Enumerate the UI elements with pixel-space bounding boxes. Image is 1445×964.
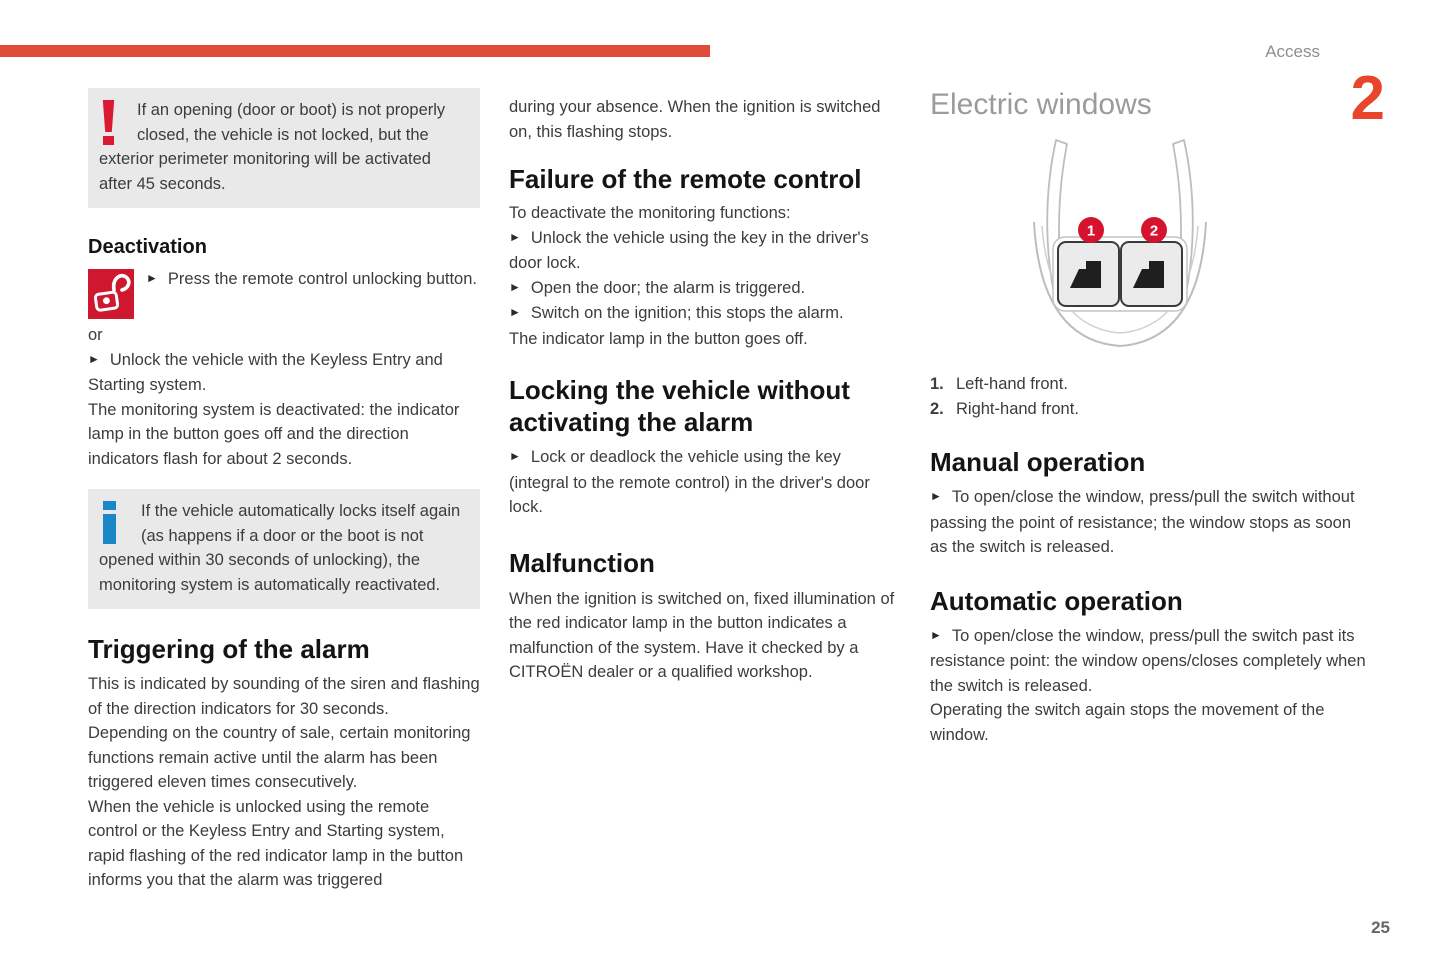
triggering-paragraph-2: Depending on the country of sale, certain monitoring functions remain active until the alarm has been triggered eleven times consecutively. xyxy=(88,724,471,791)
deactivation-paragraph: The monitoring system is deactivated: the indicator lamp in the button goes off and the direction indicators flash for about 2 seconds. xyxy=(88,400,460,468)
bullet-item xyxy=(930,624,1370,699)
legend-number: 2. xyxy=(930,400,944,418)
section-label: Access xyxy=(1265,42,1320,61)
arrow-bullet-icon: ► xyxy=(88,351,100,366)
triggering-paragraph-3: When the vehicle is unlocked using the remote control or the Keyless Entry and Starting system, rapid flashing of the red indicator lamp in the button informs you that the alarm was triggered xyxy=(88,797,464,889)
failure-heading: Failure of the remote control xyxy=(509,164,862,194)
warning-note-box xyxy=(88,88,480,208)
legend-label: Right-hand front. xyxy=(956,400,1079,418)
manual-operation-heading: Manual operation xyxy=(930,447,1146,477)
bullet-item xyxy=(509,276,901,302)
arrow-bullet-icon: ► xyxy=(509,279,521,294)
locking-heading: Locking the vehicle without activating the alarm xyxy=(509,375,850,437)
bullet-text: Unlock the vehicle using the key in the driver's door lock. xyxy=(509,228,869,272)
bullet-text: To open/close the window, press/pull the switch past its resistance point: the window opens/closes completely when the switch is released. xyxy=(930,626,1366,695)
deactivation-instruction-row xyxy=(88,267,480,321)
electric-windows-heading: Electric windows xyxy=(930,88,1152,121)
malfunction-paragraph: When the ignition is switched on, fixed illumination of the red indicator lamp in the button indicates a malfunction of the system. Have it checked by a CITROËN dealer or a qualified workshop. xyxy=(509,589,895,681)
legend-item xyxy=(930,397,1370,422)
malfunction-heading: Malfunction xyxy=(509,547,655,578)
info-note-box xyxy=(88,489,480,609)
unlock-icon xyxy=(88,269,134,319)
warning-note-text: If an opening (door or boot) is not properly closed, the vehicle is not locked, but the exterior perimeter monitoring will be activated after 45 seconds. xyxy=(99,101,446,193)
arrow-bullet-icon: ► xyxy=(509,305,521,319)
arrow-bullet-icon: ► xyxy=(930,489,942,503)
failure-intro: To deactivate the monitoring functions: xyxy=(509,204,791,222)
info-icon xyxy=(103,501,129,547)
legend-number: 1. xyxy=(930,375,944,393)
bullet-item xyxy=(930,485,1370,560)
page-number: 25 xyxy=(1371,918,1390,937)
bullet-item xyxy=(509,445,901,520)
bullet-text: Unlock the vehicle with the Keyless Entry and Starting system. xyxy=(88,350,443,394)
automatic-operation-paragraph: Operating the switch again stops the movement of the window. xyxy=(930,701,1325,744)
failure-outro: The indicator lamp in the button goes off. xyxy=(509,329,808,348)
column-middle xyxy=(509,88,901,685)
continuation-paragraph: during your absence. When the ignition is switched on, this flashing stops. xyxy=(509,98,881,141)
legend-label: Left-hand front. xyxy=(956,375,1068,393)
callout-number-2: 2 xyxy=(1149,222,1159,240)
bullet-item xyxy=(509,301,901,327)
bullet-item xyxy=(88,348,480,398)
deactivation-heading: Deactivation xyxy=(88,236,207,258)
arrow-bullet-icon: ► xyxy=(146,271,158,285)
callout-number-1: 1 xyxy=(1086,222,1096,240)
bullet-text: Open the door; the alarm is triggered. xyxy=(530,278,806,297)
automatic-operation-heading: Automatic operation xyxy=(930,585,1183,616)
column-right xyxy=(930,88,1370,747)
warning-exclamation-icon xyxy=(101,100,127,147)
arrow-bullet-icon: ► xyxy=(930,627,942,642)
car-console-diagram-svg xyxy=(1030,136,1210,351)
bullet-item xyxy=(88,267,480,293)
bullet-text: Lock or deadlock the vehicle using the key (integral to the remote control) in the driver's door lock. xyxy=(509,448,870,516)
bullet-text: Press the remote control unlocking button. xyxy=(167,270,477,288)
bullet-text: Switch on the ignition; this stops the alarm. xyxy=(530,304,844,322)
window-switches-diagram xyxy=(1030,136,1370,356)
chapter-number: 2 xyxy=(1350,64,1385,133)
arrow-bullet-icon: ► xyxy=(509,449,521,463)
bullet-text: To open/close the window, press/pull the switch without passing the point of resistance; the window stops as soon as the switch is released. xyxy=(930,488,1355,556)
diagram-legend xyxy=(930,372,1370,422)
triggering-paragraph-1: This is indicated by sounding of the siren and flashing of the direction indicators for 30 seconds. xyxy=(88,675,480,718)
info-note-text: If the vehicle automatically locks itself again (as happens if a door or the boot is not opened within 30 seconds of unlocking), the monitoring system is automatically reactivated. xyxy=(99,502,461,594)
accent-bar xyxy=(0,45,710,57)
bullet-item xyxy=(509,226,901,276)
or-label: or xyxy=(88,326,103,344)
legend-item xyxy=(930,372,1370,397)
column-left xyxy=(88,88,480,893)
triggering-heading: Triggering of the alarm xyxy=(88,634,370,664)
arrow-bullet-icon: ► xyxy=(509,229,521,244)
